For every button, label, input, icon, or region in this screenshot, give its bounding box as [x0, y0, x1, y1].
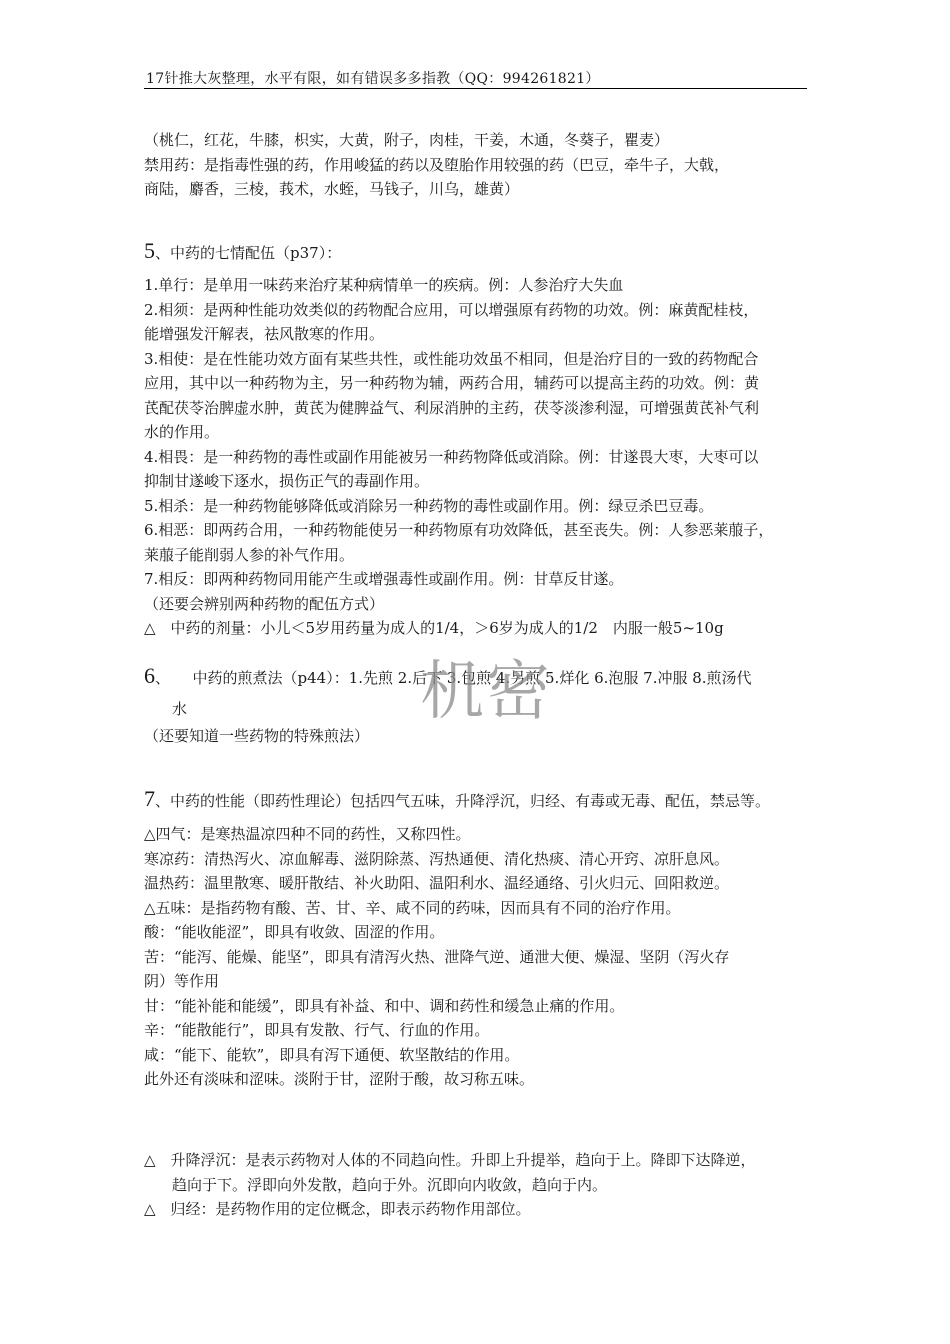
intro-line: 禁用药：是指毒性强的药，作用峻猛的药以及堕胎作用较强的药（巴豆，牵牛子，大戟，	[144, 155, 730, 174]
header-rule	[144, 88, 807, 89]
section-7-title: 、中药的性能（即药性理论）包括四气五味，升降浮沉，归经、有毒或无毒、配伍，禁忌等。	[155, 792, 771, 810]
section-7-line: 咸：“能下、能软”，即具有泻下通便、软坚散结的作用。	[144, 1045, 520, 1064]
section-7-line: 寒凉药：清热泻火、凉血解毒、滋阴除蒸、泻热通便、清化热痰、清心开窍、凉肝息风。	[144, 849, 730, 868]
section-7-line: 此外还有淡味和涩味。淡附于甘，涩附于酸，故习称五味。	[144, 1070, 535, 1088]
section-5	[144, 236, 816, 268]
section-5-line: 4.相畏：是一种药物的毒性或副作用能被另一种药物降低或消除。例：甘遂畏大枣，大枣可以	[144, 447, 759, 466]
section-5-number: 5	[144, 238, 155, 263]
page-header: 17针推大灰整理，水平有限，如有错误多多指教（QQ：994261821）	[146, 71, 600, 87]
section-7-body	[144, 822, 816, 1092]
section-5-line: 能增强发汗解表，祛风散寒的作用。	[144, 325, 385, 343]
section-7-line: 辛：“能散能行”，即具有发散、行气、行血的作用。	[144, 1021, 490, 1039]
section-6-number: 6	[144, 663, 155, 688]
section-5-line: 7.相反：即两种药物同用能产生或增强毒性或副作用。例：甘草反甘遂。	[144, 570, 624, 588]
closing-line: 趋向于下。浮即向外发散，趋向于外。沉即向内收敛，趋向于内。	[172, 1175, 608, 1194]
section-7-heading	[144, 784, 816, 816]
section-5-line: （还要会辨别两种药物的配伍方式）	[144, 594, 385, 613]
section-5-body	[144, 273, 816, 641]
section-7-line: 温热药：温里散寒、暖肝散结、补火助阳、温阳利水、温经通络、引火归元、回阳救逆。	[144, 874, 730, 892]
section-7-number: 7	[144, 786, 155, 811]
section-5-line: 应用，其中以一种药物为主，另一种药物为辅，两药合用，辅药可以提高主药的功效。例：黄	[144, 374, 760, 392]
section-5-line: 芪配茯苓治脾虚水肿，黄芪为健脾益气、利尿消肿的主药，茯苓淡渗利湿，可增强黄芪补气利	[144, 398, 760, 417]
closing-block	[144, 1148, 816, 1222]
section-5-line: 水的作用。	[144, 423, 220, 441]
section-5-line: 2.相须：是两种性能功效类似的药物配合应用，可以增强原有药物的功效。例：麻黄配桂枝，	[144, 300, 759, 319]
section-7-line: △五味：是指药物有酸、苦、甘、辛、咸不同的药味，因而具有不同的治疗作用。	[144, 898, 681, 917]
section-6-title: 、 中药的煎煮法（p44）：1.先煎 2.后下 3.包煎 4.另煎 5.烊化 6.泡服 7.冲服 8.煎汤代	[155, 669, 752, 687]
confidential-watermark: 机密	[420, 655, 552, 729]
section-5-heading	[144, 236, 816, 268]
section-5-line: △ 中药的剂量：小儿＜5岁用药量为成人的1/4，＞6岁为成人的1/2 内服一般5~10g	[144, 619, 724, 637]
section-5-title: 、中药的七情配伍（p37）：	[155, 244, 342, 262]
section-5-line: 抑制甘遂峻下逐水，损伤正气的毒副作用。	[144, 472, 430, 490]
section-7	[144, 784, 816, 816]
closing-line: △ 升降浮沉：是表示药物对人体的不同趋向性。升即上升提举，趋向于上。降即下达降逆，	[144, 1151, 756, 1169]
section-6-note: （还要知道一些药物的特殊煎法）	[144, 727, 370, 745]
section-7-line: 苦：“能泻、能燥、能坚”，即具有清泻火热、泄降气逆、通泄大便、燥湿、坚阴（泻火存	[144, 947, 730, 966]
intro-line: 商陆，麝香，三棱，莪术，水蛭，马钱子，川乌，雄黄）	[144, 180, 520, 198]
section-6-title-continued: 水	[172, 700, 188, 718]
section-6	[144, 660, 816, 749]
section-5-line: 3.相使：是在性能功效方面有某些共性，或性能功效虽不相同，但是治疗目的一致的药物配合	[144, 349, 759, 368]
section-6-heading	[144, 660, 816, 694]
intro-block	[144, 128, 816, 202]
section-5-line: 1.单行：是单用一味药来治疗某种病情单一的疾病。例：人参治疗大失血	[144, 276, 624, 294]
section-7-line: △四气：是寒热温凉四种不同的药性，又称四性。	[144, 825, 471, 843]
section-5-line: 莱菔子能削弱人参的补气作用。	[144, 545, 355, 564]
section-5-line: 6.相恶：即两药合用，一种药物能使另一种药物原有功效降低，甚至丧失。例：人参恶莱菔子，	[144, 521, 774, 539]
section-7-line: 酸：“能收能涩”，即具有收敛、固涩的作用。	[144, 923, 445, 941]
intro-line: （桃仁，红花，牛膝，枳实，大黄，附子，肉桂，干姜，木通，冬葵子，瞿麦）	[144, 131, 670, 149]
section-7-line: 阴）等作用	[144, 972, 220, 990]
section-7-line: 甘：“能补能和能缓”，即具有补益、和中、调和药性和缓急止痛的作用。	[144, 996, 625, 1015]
closing-line: △ 归经：是药物作用的定位概念，即表示药物作用部位。	[144, 1200, 531, 1218]
section-5-line: 5.相杀：是一种药物能够降低或消除另一种药物的毒性或副作用。例：绿豆杀巴豆毒。	[144, 496, 714, 515]
